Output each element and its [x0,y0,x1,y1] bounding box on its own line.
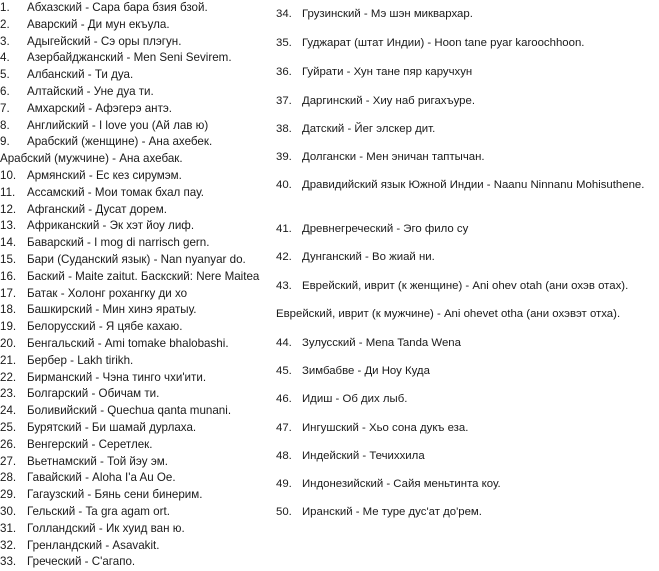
item-text: Дунганский - Во жиай ни. [302,251,435,263]
item-number: 27. [0,454,17,468]
list-item [276,177,647,193]
item-number: 7. [0,101,10,115]
item-number: 34. [276,8,292,20]
list-item [0,252,270,269]
list-item [276,64,656,80]
item-number: 3. [0,34,10,48]
list-item [276,504,656,520]
item-text: Аварский - Ди мун екъула. [27,17,170,31]
item-number: 12. [0,202,17,216]
list-item [0,17,270,34]
item-text: Башкирский - Мин хинэ яратыу. [27,303,197,317]
list-item [0,403,270,420]
item-text: Белорусский - Я цябе кахаю. [27,320,183,334]
list-item [0,420,270,437]
item-number: 39. [276,151,292,163]
item-number: 15. [0,252,17,266]
list-item [0,487,270,504]
list-item [0,286,270,303]
item-number: 18. [0,303,17,317]
list-item [276,363,656,379]
item-text: Голландский - Ик хуид ван ю. [27,521,185,535]
item-text: Батак - Холонг рохангку ди хо [27,286,188,300]
item-number: 6. [0,84,10,98]
item-text: Албанский - Ти дуа. [27,68,134,82]
item-number: 9. [0,135,10,149]
item-number: 19. [0,320,17,334]
item-number: 5. [0,68,10,82]
item-number: 31. [0,521,17,535]
item-text: Афганский - Дусат дорем. [27,202,167,216]
item-text: Древнегреческий - Эго фило су [302,223,469,235]
list-item [0,302,270,319]
item-text: Бирманский - Чэна тинго чхи'ити. [27,370,207,384]
item-text: Зулусский - Mena Tanda Wena [302,337,461,349]
list-item [0,319,270,336]
list-item [0,235,270,252]
item-number: 30. [0,504,17,518]
item-text: Азербайджанский - Men Seni Sevirem. [27,51,232,65]
list-item [0,538,270,555]
item-number: 50. [276,506,292,518]
item-number: 36. [276,66,292,78]
item-text: Гельский - Ta gra agam ort. [27,504,170,518]
item-number: 42. [276,251,292,263]
list-item [276,93,656,109]
list-item [0,269,270,286]
item-text: Даргинский - Хиу наб ригахъуре. [302,95,476,107]
list-item [0,504,270,521]
item-text: Зимбабве - Ди Ноу Куда [302,365,430,377]
item-number: 2. [0,17,10,31]
item-number: 41. [276,223,292,235]
list-item [0,101,270,118]
item-number: 33. [0,555,17,569]
left-column [0,0,270,571]
item-text: Венгерский - Серетлек. [27,437,153,451]
item-text: Датский - Йег элскер дит. [302,123,436,135]
item-text: Долгански - Мен эничан таптычан. [302,151,485,163]
item-text: Бенгальский - Ami tomake bhalobashi. [27,336,229,350]
item-number: 48. [276,450,292,462]
item-text: Бурятский - Би шамай дурлаха. [27,420,197,434]
item-number: 46. [276,393,292,405]
list-item [276,391,656,407]
list-item [0,168,270,185]
item-number: 22. [0,370,17,384]
list-item [0,202,270,219]
list-item [0,218,270,235]
item-text: Бербер - Lakh tirikh. [27,353,134,367]
item-text: Боливийский - Quechua qanta munani. [27,404,232,418]
item-number: 29. [0,488,17,502]
item-number: 23. [0,387,17,401]
item-text: Гуджарат (штат Индии) - Hoon tane pyar karoochhoon. [302,37,585,49]
list-item [0,118,270,135]
item-text: Баский - Maite zaitut. Баскский: Nere Maitea [27,269,260,283]
item-text: Арабский (женщине) - Ана ахебек. [27,135,213,149]
item-number: 40. [276,179,292,191]
item-text: Армянский - Ес кез сирумэм. [27,168,182,182]
list-item [276,6,656,22]
list-item [0,470,270,487]
item-number: 8. [0,118,10,132]
item-text: Амхарский - Афэгерэ антэ. [27,101,173,115]
list-item [276,476,656,492]
list-item [0,353,270,370]
list-item [0,336,270,353]
item-text: Еврейский, иврит (к женщине) - Ani ohev otah (ани охэв отах). [302,280,629,292]
item-number: 16. [0,269,17,283]
item-number: 21. [0,353,17,367]
list-item [0,151,270,168]
list-item [0,50,270,67]
item-number: 26. [0,437,17,451]
item-text: Болгарский - Обичам ти. [27,387,160,401]
list-item [0,0,270,17]
item-number: 25. [0,420,17,434]
list-item [0,134,270,151]
list-item [276,448,656,464]
item-number: 37. [276,95,292,107]
item-text: Африканский - Эк хэт йоу лиф. [27,219,195,233]
list-item [276,35,656,51]
list-item [0,554,270,571]
item-text: Вьетнамский - Той йэу эм. [27,454,168,468]
item-text: Дравидийский язык Южной Индии - Naanu Ninnanu Mohisuthene. [302,179,645,191]
item-text: Ассамский - Мои томак бхал пау. [27,185,204,199]
item-number: 17. [0,286,17,300]
item-number: 13. [0,219,17,233]
list-item [0,34,270,51]
item-text: Адыгейский - Сэ оры плэгун. [27,34,182,48]
item-text: Гренландский - Asavakit. [27,538,160,552]
list-item [276,221,656,237]
list-item [0,185,270,202]
item-number: 4. [0,51,10,65]
list-item [0,437,270,454]
list-item [0,454,270,471]
item-number: 10. [0,168,17,182]
item-number: 35. [276,37,292,49]
item-number: 24. [0,404,17,418]
item-number: 32. [0,538,17,552]
item-text: Идиш - Об дих лыб. [302,393,408,405]
item-text: Гагаузский - Бянь сени бинерим. [27,488,203,502]
item-text: Иранский - Ме туре дус'ат до'рем. [302,506,482,518]
item-number: 44. [276,337,292,349]
item-text: Бари (Суданский язык) - Nan nyanyar do. [27,252,246,266]
list-item [276,420,656,436]
item-number: 14. [0,236,17,250]
item-text: Английский - I love you (Ай лав ю) [27,118,209,132]
item-text: Греческий - С'агапо. [27,555,136,569]
item-number: 47. [276,422,292,434]
item-text: Алтайский - Уне дуа ти. [27,84,154,98]
item-text: Индейский - Течиххила [302,450,425,462]
list-item [0,521,270,538]
item-number: 43. [276,280,292,292]
list-item [0,84,270,101]
list-item [0,386,270,403]
item-number: 38. [276,123,292,135]
list-item [276,306,630,322]
list-item [276,249,656,265]
list-item [276,149,656,165]
item-number: 1. [0,1,10,14]
list-item [276,278,656,294]
item-text: Баварский - I mog di narrisch gern. [27,236,210,250]
item-text: Абхазский - Сара бара бзия бзой. [27,1,208,14]
item-text: Гуйрати - Хун тане пяр каручхун [302,66,473,78]
item-number: 45. [276,365,292,377]
list-item [0,67,270,84]
list-item [276,121,656,137]
item-number: 20. [0,336,17,350]
item-number: 28. [0,471,17,485]
list-item [0,370,270,387]
item-number: 49. [276,478,292,490]
item-text: Ингушский - Хьо сона дукъ еза. [302,422,469,434]
item-text: Арабский (мужчине) - Ана ахебак. [0,152,183,166]
item-text: Грузинский - Мэ шэн миквархар. [302,8,473,20]
list-item [276,335,656,351]
item-text: Индонезийский - Сайя меньтинта коу. [302,478,501,490]
item-number: 11. [0,185,16,199]
item-text: Гавайский - Aloha I'a Au Oe. [27,471,176,485]
item-text: Еврейский, иврит (к мужчине) - Ani ohevet otha (ани охэвэт отха). [276,308,621,320]
